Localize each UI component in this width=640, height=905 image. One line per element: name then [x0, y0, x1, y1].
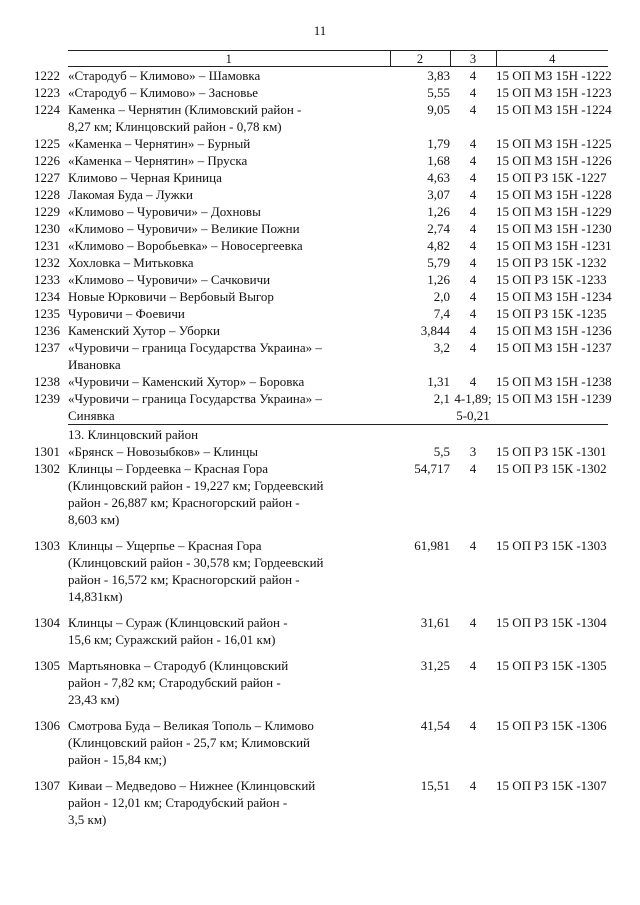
road-category: [450, 237, 496, 254]
road-category-line: 4-1,89;: [454, 391, 492, 406]
road-name-line: [34, 135, 390, 152]
header-col-1: 1: [68, 51, 390, 67]
road-name-text: Смотрова Буда – Великая Тополь – Климово: [68, 718, 314, 733]
road-number: 1226: [34, 153, 60, 168]
table-row: [68, 203, 608, 220]
road-code: 15 ОП МЗ 15Н -1239: [496, 391, 612, 406]
road-name-line: [68, 734, 390, 751]
road-code: 15 ОП РЗ 15К -1303: [496, 538, 607, 553]
road-length: 9,05: [427, 102, 450, 117]
road-name-line: [34, 186, 390, 203]
road-category: [450, 254, 496, 271]
road-name-cell: [34, 305, 390, 322]
road-name-cell: [34, 169, 390, 186]
road-length: 41,54: [420, 718, 450, 733]
road-category-line: 4: [469, 221, 477, 236]
road-category-line: 4: [469, 718, 477, 733]
road-name-text: «Брянск – Новозыбков» – Клинцы: [68, 444, 258, 459]
road-number: 1231: [34, 238, 60, 253]
road-code: 15 ОП РЗ 15К -1306: [496, 718, 607, 733]
road-number: 1232: [34, 255, 60, 270]
road-code: 15 ОП МЗ 15Н -1230: [496, 221, 612, 236]
road-name-line: [68, 691, 390, 708]
road-length: 4,63: [427, 170, 450, 185]
road-name-cell: [34, 605, 390, 648]
table-row: [68, 186, 608, 203]
road-length: 1,79: [427, 136, 450, 151]
road-category-line: 4: [469, 323, 477, 338]
road-category: [450, 67, 496, 85]
road-name-line: [68, 571, 390, 588]
road-name-line: [34, 322, 390, 339]
road-category-line: 4: [469, 204, 477, 219]
table-row: [68, 373, 608, 390]
table-row: [68, 322, 608, 339]
road-name-line: [34, 169, 390, 186]
road-name-text: Чуровичи – Фоевичи: [68, 306, 185, 321]
road-number: 1302: [34, 461, 60, 476]
road-name-line: [68, 751, 390, 768]
header-col-3: 3: [450, 51, 496, 67]
road-number: 1303: [34, 538, 60, 553]
road-name-text: Лакомая Буда – Лужки: [68, 187, 193, 202]
road-length: 1,31: [427, 374, 450, 389]
road-name-line: [68, 588, 390, 605]
road-number: 1236: [34, 323, 60, 338]
road-name-line: [34, 203, 390, 220]
page-number: 11: [313, 23, 327, 38]
road-name-cell: [34, 84, 390, 101]
road-length: 2,0: [433, 289, 450, 304]
road-name-text: Климово – Черная Криница: [68, 170, 222, 185]
road-number: 1306: [34, 718, 60, 733]
road-name-text: 23,43 км): [68, 692, 120, 707]
road-name-cell: [34, 271, 390, 288]
road-number: 1233: [34, 272, 60, 287]
road-name-text: 15,6 км; Суражский район - 16,01 км): [68, 632, 276, 647]
road-number: 1239: [34, 391, 60, 406]
table-row: [68, 84, 608, 101]
road-name-text: «Каменка – Чернятин» – Пруска: [68, 153, 248, 168]
road-number: 1227: [34, 170, 60, 185]
road-name-line: [68, 811, 390, 828]
road-category-line: 4: [469, 615, 477, 630]
road-name-text: 8,27 км; Клинцовский район - 0,78 км): [68, 119, 282, 134]
road-category: [450, 322, 496, 339]
road-category-line: 4: [469, 658, 477, 673]
road-length: 4,82: [427, 238, 450, 253]
road-category-line: 3: [469, 444, 477, 459]
table-row: [68, 390, 608, 425]
table-body-section-b: [34, 443, 608, 828]
road-name-line: [34, 460, 390, 477]
road-category-line: 4: [469, 238, 477, 253]
road-name-text: район - 12,01 км; Стародубский район -: [68, 795, 288, 810]
road-name-cell: [34, 708, 390, 768]
road-code: 15 ОП МЗ 15Н -1236: [496, 323, 612, 338]
road-length: 2,74: [427, 221, 450, 236]
road-category-line: 4: [469, 340, 477, 355]
road-number: 1222: [34, 68, 60, 83]
road-name-line: [34, 537, 390, 554]
road-name-text: (Клинцовский район - 25,7 км; Климовский: [68, 735, 310, 750]
road-category: [450, 203, 496, 220]
table-row: [68, 460, 608, 528]
road-name-cell: [34, 768, 390, 828]
road-number: 1234: [34, 289, 60, 304]
road-number: 1237: [34, 340, 60, 355]
road-category-line: 4: [469, 153, 477, 168]
road-name-text: «Чуровичи – граница Государства Украина» –: [68, 340, 322, 355]
road-name-line: [34, 373, 390, 390]
table-row: [68, 152, 608, 169]
road-name-text: 3,5 км): [68, 812, 107, 827]
road-category: [450, 443, 496, 460]
road-number: 1304: [34, 615, 60, 630]
road-name-line: [34, 305, 390, 322]
road-name-cell: [34, 339, 390, 373]
road-length: 5,55: [427, 85, 450, 100]
table-body-section-a: [34, 67, 612, 425]
road-length: 1,26: [427, 204, 450, 219]
road-name-line: [68, 356, 390, 373]
road-name-cell: [34, 443, 390, 460]
road-category-line: 4: [469, 306, 477, 321]
road-name-text: «Стародуб – Климово» – Шамовка: [68, 68, 261, 83]
road-code: 15 ОП РЗ 15К -1227: [496, 170, 607, 185]
road-name-cell: [34, 460, 390, 528]
road-name-line: [34, 254, 390, 271]
road-category: [450, 305, 496, 322]
road-name-line: [34, 152, 390, 169]
road-name-text: Ивановка: [68, 357, 121, 372]
road-category: [450, 528, 496, 605]
road-code: 15 ОП РЗ 15К -1232: [496, 255, 607, 270]
road-name-cell: [34, 152, 390, 169]
road-name-cell: [34, 237, 390, 254]
road-name-cell: [34, 288, 390, 305]
road-name-text: Клинцы – Ущерпье – Красная Гора: [68, 538, 262, 553]
table-row: [68, 288, 608, 305]
roads-table: [34, 50, 612, 828]
road-name-text: «Климово – Чуровичи» – Великие Пожни: [68, 221, 300, 236]
road-length: 7,4: [433, 306, 450, 321]
road-name-line: [34, 67, 390, 84]
road-name-cell: [34, 135, 390, 152]
road-number: 1307: [34, 778, 60, 793]
road-name-line: [34, 614, 390, 631]
road-category-line: 4: [469, 538, 477, 553]
table-row: [68, 768, 608, 828]
road-name-text: (Клинцовский район - 19,227 км; Гордеевский: [68, 478, 324, 493]
road-name-text: Мартьяновка – Стародуб (Клинцовский: [68, 658, 289, 673]
table-row: [68, 169, 608, 186]
road-category-line: 4: [469, 170, 477, 185]
road-name-text: «Климово – Воробьевка» – Новосергеевка: [68, 238, 303, 253]
road-name-line: [68, 118, 390, 135]
road-name-line: [68, 494, 390, 511]
road-name-text: Каменский Хутор – Уборки: [68, 323, 221, 338]
road-name-line: [34, 657, 390, 674]
road-code: 15 ОП МЗ 15Н -1226: [496, 153, 612, 168]
table-row: [68, 67, 608, 85]
road-name-text: «Стародуб – Климово» – Засновье: [68, 85, 259, 100]
road-name-text: «Чуровичи – граница Государства Украина» –: [68, 391, 322, 406]
road-category-line: 4: [469, 68, 477, 83]
table-header: [68, 51, 608, 67]
road-length: 3,83: [427, 68, 450, 83]
road-number: 1235: [34, 306, 60, 321]
road-code: 15 ОП МЗ 15Н -1237: [496, 340, 612, 355]
road-code: 15 ОП МЗ 15Н -1225: [496, 136, 612, 151]
road-name-text: район - 16,572 км; Красногорский район -: [68, 572, 300, 587]
road-name-text: «Чуровичи – Каменский Хутор» – Боровка: [68, 374, 305, 389]
district-section: [68, 425, 608, 444]
road-category-line: 5-0,21: [456, 408, 490, 423]
road-number: 1305: [34, 658, 60, 673]
road-category: [450, 271, 496, 288]
road-code: 15 ОП МЗ 15Н -1238: [496, 374, 612, 389]
road-code: 15 ОП МЗ 15Н -1224: [496, 102, 612, 117]
road-category: [450, 460, 496, 528]
road-name-text: «Климово – Чуровичи» – Дохновы: [68, 204, 261, 219]
road-name-text: район - 15,84 км;): [68, 752, 167, 767]
road-name-line: [68, 477, 390, 494]
road-number: 1228: [34, 187, 60, 202]
road-name-text: «Климово – Чуровичи» – Сачковичи: [68, 272, 271, 287]
road-name-text: район - 7,82 км; Стародубский район -: [68, 675, 281, 690]
road-length: 3,2: [433, 340, 450, 355]
road-category: [450, 648, 496, 708]
road-name-text: Хохловка – Митьковка: [68, 255, 194, 270]
road-number: 1225: [34, 136, 60, 151]
road-name-line: [34, 271, 390, 288]
road-code: 15 ОП МЗ 15Н -1231: [496, 238, 612, 253]
road-name-line: [34, 443, 390, 460]
table-row: [68, 528, 608, 605]
road-name-line: [34, 237, 390, 254]
road-length: 61,981: [414, 538, 450, 553]
road-code: 15 ОП МЗ 15Н -1222: [496, 68, 612, 83]
road-number: 1301: [34, 444, 60, 459]
table-row: [68, 648, 608, 708]
road-code: 15 ОП РЗ 15К -1304: [496, 615, 607, 630]
table-row: [68, 237, 608, 254]
road-name-cell: [34, 373, 390, 390]
road-name-cell: [34, 648, 390, 708]
road-name-text: Киваи – Медведово – Нижнее (Клинцовский: [68, 778, 316, 793]
road-category-line: 4: [469, 272, 477, 287]
road-length: 2,1: [433, 391, 450, 406]
road-name-line: [34, 84, 390, 101]
road-number: 1223: [34, 85, 60, 100]
table-row: [68, 339, 608, 373]
road-category: [450, 169, 496, 186]
road-code: 15 ОП МЗ 15Н -1229: [496, 204, 612, 219]
road-category: [450, 768, 496, 828]
road-category: [450, 605, 496, 648]
road-name-line: [34, 717, 390, 734]
road-name-text: Синявка: [68, 408, 115, 423]
road-category: [450, 101, 496, 135]
road-category-line: 4: [469, 374, 477, 389]
road-name-line: [68, 794, 390, 811]
road-name-line: [68, 674, 390, 691]
road-category: [450, 186, 496, 203]
road-category: [450, 288, 496, 305]
district-row: [68, 425, 608, 444]
road-name-text: 14,831км): [68, 589, 123, 604]
road-code: 15 ОП РЗ 15К -1233: [496, 272, 607, 287]
road-length: 5,79: [427, 255, 450, 270]
road-name-text: район - 26,887 км; Красногорский район -: [68, 495, 300, 510]
table-row: [68, 254, 608, 271]
road-category: [450, 220, 496, 237]
road-length: 5,5: [433, 444, 450, 459]
road-category-line: 4: [469, 136, 477, 151]
road-category: [450, 339, 496, 373]
district-title: 13. Клинцовский район: [68, 425, 608, 444]
road-length: 3,844: [420, 323, 450, 338]
road-name-line: [34, 101, 390, 118]
road-category-line: 4: [469, 255, 477, 270]
road-code: 15 ОП МЗ 15Н -1228: [496, 187, 612, 202]
table-row: [68, 305, 608, 322]
road-category-line: 4: [469, 461, 477, 476]
road-name-cell: [34, 186, 390, 203]
table-row: [68, 101, 608, 135]
road-name-cell: [34, 322, 390, 339]
road-name-cell: [34, 220, 390, 237]
road-category: [450, 390, 496, 425]
road-name-cell: [34, 390, 390, 425]
road-code: 15 ОП РЗ 15К -1307: [496, 778, 607, 793]
road-length: 1,68: [427, 153, 450, 168]
road-code: 15 ОП РЗ 15К -1302: [496, 461, 607, 476]
road-name-text: 8,603 км): [68, 512, 120, 527]
header-col-2: 2: [390, 51, 450, 67]
table-row: [68, 271, 608, 288]
table-row: [68, 220, 608, 237]
road-category-line: 4: [469, 187, 477, 202]
road-name-cell: [34, 254, 390, 271]
road-name-text: Каменка – Чернятин (Климовский район -: [68, 102, 302, 117]
road-category-line: 4: [469, 85, 477, 100]
road-length: 31,25: [420, 658, 450, 673]
road-name-text: Клинцы – Сураж (Клинцовский район -: [68, 615, 288, 630]
road-name-text: Клинцы – Гордеевка – Красная Гора: [68, 461, 268, 476]
road-name-text: (Клинцовский район - 30,578 км; Гордеевский: [68, 555, 324, 570]
road-name-line: [34, 777, 390, 794]
road-category: [450, 152, 496, 169]
table-row: [68, 708, 608, 768]
header-col-4: 4: [496, 51, 608, 67]
road-name-line: [68, 631, 390, 648]
road-name-line: [68, 407, 390, 424]
road-name-cell: [34, 528, 390, 605]
road-name-cell: [34, 67, 390, 85]
road-name-line: [34, 339, 390, 356]
road-length: 31,61: [420, 615, 450, 630]
road-name-line: [68, 554, 390, 571]
road-code: 15 ОП РЗ 15К -1235: [496, 306, 607, 321]
road-code: 15 ОП МЗ 15Н -1234: [496, 289, 612, 304]
table-row: [68, 443, 608, 460]
road-length: 3,07: [427, 187, 450, 202]
road-number: 1238: [34, 374, 60, 389]
road-length: 54,717: [414, 461, 450, 476]
road-name-text: «Каменка – Чернятин» – Бурный: [68, 136, 251, 151]
road-code: 15 ОП РЗ 15К -1301: [496, 444, 607, 459]
road-code: 15 ОП РЗ 15К -1305: [496, 658, 607, 673]
road-category-line: 4: [469, 289, 477, 304]
road-category: [450, 84, 496, 101]
road-code: 15 ОП МЗ 15Н -1223: [496, 85, 612, 100]
table-row: [68, 135, 608, 152]
road-name-text: Новые Юрковичи – Вербовый Выгор: [68, 289, 274, 304]
road-length: 1,26: [427, 272, 450, 287]
road-category: [450, 135, 496, 152]
road-category-line: 4: [469, 778, 477, 793]
road-name-line: [34, 390, 390, 407]
table-row: [68, 605, 608, 648]
road-number: 1224: [34, 102, 60, 117]
road-category-line: 4: [469, 102, 477, 117]
road-length: 15,51: [420, 778, 450, 793]
road-number: 1229: [34, 204, 60, 219]
road-name-cell: [34, 101, 390, 135]
road-name-line: [34, 220, 390, 237]
road-name-line: [34, 288, 390, 305]
road-category: [450, 373, 496, 390]
road-name-cell: [34, 203, 390, 220]
road-number: 1230: [34, 221, 60, 236]
road-name-line: [68, 511, 390, 528]
road-category: [450, 708, 496, 768]
